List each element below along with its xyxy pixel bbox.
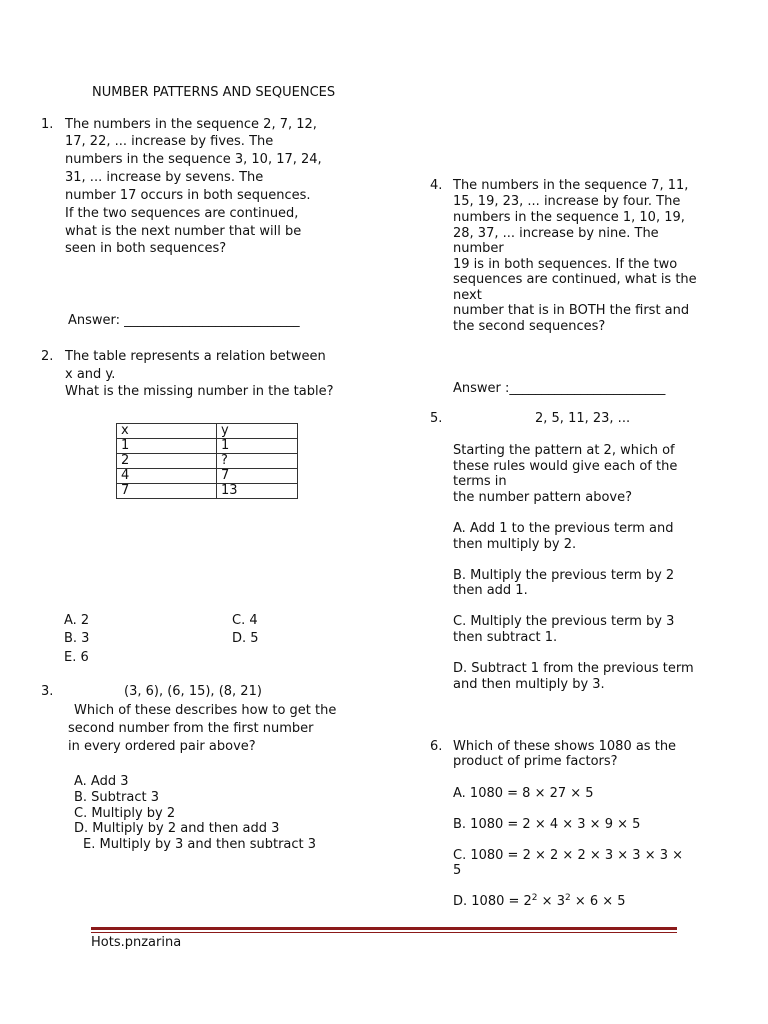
header-x: x bbox=[117, 424, 217, 439]
question-text-line: 15, 19, 23, ... increase by four. The bbox=[453, 194, 681, 209]
cell-y: 13 bbox=[217, 484, 298, 499]
question-text-line: sequences are continued, what is the bbox=[453, 272, 697, 287]
question-text-line: second number from the first number bbox=[68, 721, 314, 736]
question-number: 6. bbox=[430, 739, 443, 754]
option-d-suffix: × 6 × 5 bbox=[570, 894, 626, 909]
option-e[interactable]: E. 6 bbox=[64, 650, 89, 665]
option-b[interactable]: B. 1080 = 2 × 4 × 3 × 9 × 5 bbox=[453, 817, 641, 832]
option-e[interactable]: E. Multiply by 3 and then subtract 3 bbox=[83, 837, 317, 852]
cell-x: 4 bbox=[117, 469, 217, 484]
question-text-line: Which of these shows 1080 as the bbox=[453, 739, 677, 754]
question-text-line: terms in bbox=[453, 474, 507, 489]
cell-x: 2 bbox=[117, 454, 217, 469]
question-text-line: What is the missing number in the table? bbox=[65, 384, 334, 399]
question-text-line: the second sequences? bbox=[453, 319, 606, 334]
option-c-cont: then subtract 1. bbox=[453, 630, 558, 645]
question-text-line: numbers in the sequence 1, 10, 19, bbox=[453, 210, 685, 225]
answer-line[interactable]: Answer: ___________________________ bbox=[68, 313, 300, 328]
option-d-mid: × 3 bbox=[537, 894, 565, 909]
cell-x: 7 bbox=[117, 484, 217, 499]
option-d[interactable]: D. 5 bbox=[232, 631, 259, 646]
table-row bbox=[117, 439, 298, 454]
option-b[interactable]: B. Subtract 3 bbox=[74, 790, 159, 805]
question-text-line: number bbox=[453, 241, 504, 256]
table-row bbox=[117, 469, 298, 484]
question-text-line: The table represents a relation between bbox=[65, 349, 326, 364]
question-text-line: 31, ... increase by sevens. The bbox=[65, 170, 264, 185]
question-text-line: in every ordered pair above? bbox=[68, 739, 256, 754]
option-c[interactable]: C. Multiply the previous term by 3 bbox=[453, 614, 675, 629]
question-text-line: The numbers in the sequence 7, 11, bbox=[453, 178, 689, 193]
cell-y: ? bbox=[217, 454, 298, 469]
question-text-line: number that is in BOTH the first and bbox=[453, 303, 690, 318]
question-text-line: 28, 37, ... increase by nine. The bbox=[453, 226, 659, 241]
option-a[interactable]: A. Add 3 bbox=[74, 774, 129, 789]
table-row bbox=[117, 454, 298, 469]
table-header-row bbox=[117, 424, 298, 439]
cell-y: 1 bbox=[217, 439, 298, 454]
question-text-line: Which of these describes how to get the bbox=[74, 703, 337, 718]
question-text-line: product of prime factors? bbox=[453, 754, 618, 769]
option-c[interactable]: C. 1080 = 2 × 2 × 2 × 3 × 3 × 3 × bbox=[453, 848, 684, 863]
question-number: 1. bbox=[41, 117, 54, 132]
option-a[interactable]: A. 2 bbox=[64, 613, 90, 628]
option-c[interactable]: C. 4 bbox=[232, 613, 258, 628]
question-text-line: number 17 occurs in both sequences. bbox=[65, 188, 311, 203]
option-a-cont: then multiply by 2. bbox=[453, 537, 577, 552]
cell-y: 7 bbox=[217, 469, 298, 484]
option-b-cont: then add 1. bbox=[453, 583, 528, 598]
footer-rule-thick bbox=[91, 927, 677, 930]
table-row bbox=[117, 484, 298, 499]
option-d-prefix: D. 1080 = 2 bbox=[453, 894, 532, 909]
option-d[interactable]: D. Multiply by 2 and then add 3 bbox=[74, 821, 280, 836]
number-sequence: 2, 5, 11, 23, ... bbox=[535, 411, 631, 426]
option-d[interactable]: D. Subtract 1 from the previous term bbox=[453, 661, 694, 676]
question-text-line: numbers in the sequence 3, 10, 17, 24, bbox=[65, 152, 322, 167]
question-text-line: what is the next number that will be bbox=[65, 224, 302, 239]
question-text-line: seen in both sequences? bbox=[65, 241, 227, 256]
footer-rule-thin bbox=[91, 932, 677, 933]
question-text-line: x and y. bbox=[65, 367, 116, 382]
option-d-cont: and then multiply by 3. bbox=[453, 677, 605, 692]
option-b[interactable]: B. 3 bbox=[64, 631, 90, 646]
option-a[interactable]: A. Add 1 to the previous term and bbox=[453, 521, 674, 536]
question-text-line: next bbox=[453, 288, 482, 303]
option-d[interactable] bbox=[453, 894, 626, 910]
question-number: 4. bbox=[430, 178, 443, 193]
answer-line[interactable]: Answer :________________________ bbox=[453, 381, 666, 396]
option-c-cont: 5 bbox=[453, 863, 462, 878]
question-text-line: 17, 22, ... increase by fives. The bbox=[65, 134, 274, 149]
ordered-pairs: (3, 6), (6, 15), (8, 21) bbox=[124, 684, 262, 699]
relation-table bbox=[116, 423, 298, 499]
question-number: 3. bbox=[41, 684, 54, 699]
question-text-line: 19 is in both sequences. If the two bbox=[453, 257, 678, 272]
option-b[interactable]: B. Multiply the previous term by 2 bbox=[453, 568, 675, 583]
question-text-line: The numbers in the sequence 2, 7, 12, bbox=[65, 117, 317, 132]
question-text-line: Starting the pattern at 2, which of bbox=[453, 443, 675, 458]
cell-x: 1 bbox=[117, 439, 217, 454]
option-a[interactable]: A. 1080 = 8 × 27 × 5 bbox=[453, 786, 594, 801]
exponent: 2 bbox=[531, 893, 538, 903]
question-text-line: these rules would give each of the bbox=[453, 459, 678, 474]
footer-text: Hots.pnzarina bbox=[91, 935, 182, 950]
exponent: 2 bbox=[564, 893, 571, 903]
question-text-line: the number pattern above? bbox=[453, 490, 632, 505]
option-c[interactable]: C. Multiply by 2 bbox=[74, 806, 176, 821]
page-title: NUMBER PATTERNS AND SEQUENCES bbox=[92, 85, 336, 100]
header-y: y bbox=[217, 424, 298, 439]
question-text-line: If the two sequences are continued, bbox=[65, 206, 299, 221]
question-number: 5. bbox=[430, 411, 443, 426]
question-number: 2. bbox=[41, 349, 54, 364]
